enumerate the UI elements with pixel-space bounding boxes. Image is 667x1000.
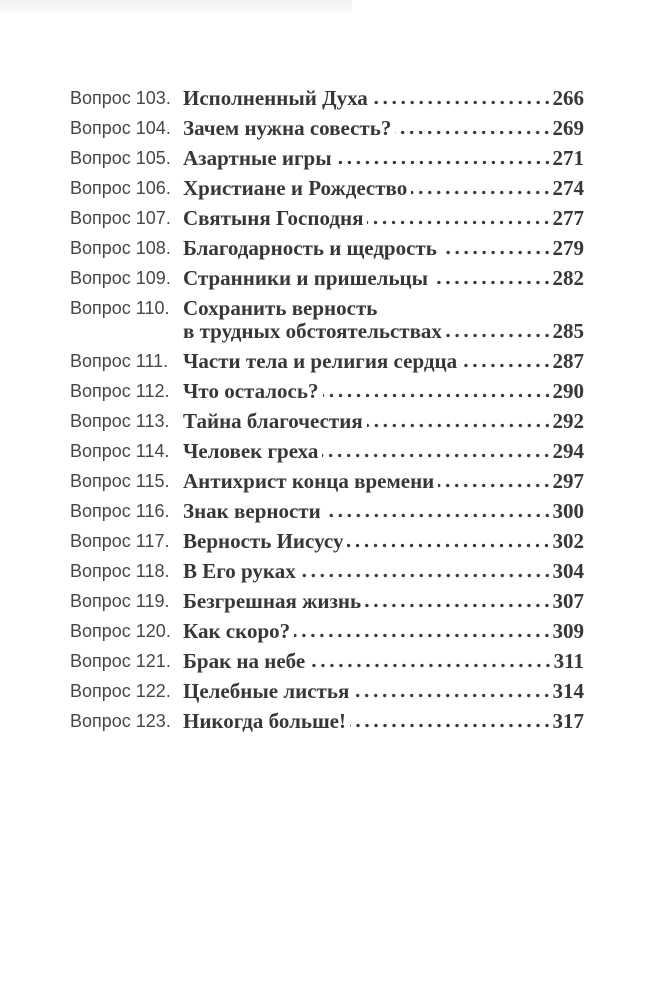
toc-entry-page-number: 302: [552, 529, 584, 553]
toc-entry-title: Как скоро?: [183, 619, 291, 643]
toc-entry-title: Знак верности: [183, 499, 321, 523]
toc-entry-page-number: 317: [552, 709, 584, 733]
toc-entry-page-number: 292: [552, 409, 584, 433]
toc-entry-label: Вопрос 117.: [70, 531, 170, 551]
toc-entry-title: Благодарность и щедрость: [183, 236, 437, 260]
toc-entry-line: [183, 350, 584, 373]
toc-entry-page-number: 304: [552, 559, 584, 583]
dot-leader: [350, 710, 552, 733]
toc-entry: [70, 87, 584, 110]
dot-leader: [367, 207, 551, 230]
toc-entry: [70, 207, 584, 230]
toc-entry-line: [183, 530, 584, 553]
toc-entry-title: Части тела и религия сердца: [183, 349, 458, 373]
toc-entry-line: [183, 237, 584, 260]
toc-entry: [70, 117, 584, 140]
toc-entry-title: Верность Иисусу: [183, 529, 344, 553]
dot-leader: [309, 650, 552, 673]
toc-entry: [70, 500, 584, 523]
toc-entry-label: Вопрос 110.: [70, 298, 170, 318]
toc-entry-line: [183, 470, 584, 493]
toc-entry-title: Зачем нужна совесть?: [183, 116, 392, 140]
toc-entry-label: Вопрос 111.: [70, 351, 169, 371]
toc-entry-label: Вопрос 113.: [70, 411, 170, 431]
toc-entry-page-number: 282: [552, 266, 584, 290]
toc-entry: [70, 237, 584, 260]
toc-entry: [70, 410, 584, 433]
toc-list: [70, 87, 584, 740]
dot-leader: [365, 590, 551, 613]
toc-entry-title: Тайна благочестия: [183, 409, 363, 433]
toc-entry-page-number: 300: [552, 499, 584, 523]
toc-entry-line: [183, 620, 584, 643]
toc-entry: [70, 620, 584, 643]
toc-entry-label: Вопрос 120.: [70, 621, 171, 641]
toc-entry-line: [183, 297, 584, 320]
toc-entry-title: Человек греха: [183, 439, 319, 463]
toc-entry-page-number: 290: [552, 379, 584, 403]
toc-entry: [70, 590, 584, 613]
toc-entry-page-number: 271: [552, 146, 584, 170]
toc-entry-label: Вопрос 114.: [70, 441, 170, 461]
toc-entry: [70, 380, 584, 403]
toc-entry-label: Вопрос 116.: [70, 501, 170, 521]
toc-entry-page-number: 274: [552, 176, 584, 200]
toc-entry-line: [183, 560, 584, 583]
toc-entry-label: Вопрос 118.: [70, 561, 170, 581]
toc-entry-title: Безгрешная жизнь: [183, 589, 362, 613]
toc-entry-label: Вопрос 112.: [70, 381, 170, 401]
toc-entry: [70, 710, 584, 733]
toc-entry-line: [183, 710, 584, 733]
toc-entry-body: [183, 117, 584, 140]
toc-entry: [70, 177, 584, 200]
dot-leader: [323, 380, 552, 403]
toc-entry-body: [183, 440, 584, 463]
dot-leader: [438, 470, 551, 493]
toc-entry-line: [183, 320, 584, 343]
toc-entry-line: [183, 410, 584, 433]
toc-entry-line: [183, 380, 584, 403]
toc-entry-body: [183, 207, 584, 230]
toc-entry-title: Святыня Господня: [183, 206, 364, 230]
toc-entry: [70, 470, 584, 493]
page-edge-scan-artifact: [0, 0, 352, 14]
dot-leader: [300, 560, 552, 583]
toc-entry-page-number: 311: [553, 649, 584, 673]
toc-entry: [70, 560, 584, 583]
toc-entry-page-number: 277: [552, 206, 584, 230]
toc-entry-label: Вопрос 105.: [70, 148, 171, 168]
dot-leader: [347, 530, 551, 553]
toc-entry-title-continued: в трудных обстоятельствах: [183, 319, 442, 343]
toc-entry-page-number: 314: [552, 679, 584, 703]
dot-leader: [322, 440, 551, 463]
toc-entry-title: Исполненный Духа: [183, 86, 368, 110]
toc-entry-page-number: 294: [552, 439, 584, 463]
toc-entry-label: Вопрос 119.: [70, 591, 170, 611]
toc-entry: [70, 147, 584, 170]
toc-entry-title: Что осталось?: [183, 379, 319, 403]
toc-entry-body: [183, 350, 584, 373]
toc-entry-line: [183, 207, 584, 230]
dot-leader: [353, 680, 551, 703]
toc-entry-body: [183, 237, 584, 260]
toc-entry-title: Брак на небе: [183, 649, 306, 673]
dot-leader: [395, 117, 551, 140]
toc-entry-line: [183, 650, 584, 673]
dot-leader: [367, 410, 552, 433]
toc-entry-line: [183, 117, 584, 140]
toc-entry-body: [183, 470, 584, 493]
toc-entry-body: [183, 297, 584, 343]
toc-entry-label: Вопрос 122.: [70, 681, 171, 701]
dot-leader: [325, 500, 552, 523]
toc-entry-label: Вопрос 104.: [70, 118, 171, 138]
toc-entry-body: [183, 680, 584, 703]
toc-entry-body: [183, 620, 584, 643]
toc-entry-line: [183, 440, 584, 463]
toc-entry-title: Сохранить верность: [183, 296, 378, 320]
toc-entry-title: Странники и пришельцы: [183, 266, 429, 290]
toc-entry: [70, 440, 584, 463]
toc-entry-page-number: 266: [552, 86, 584, 110]
dot-leader: [432, 267, 551, 290]
toc-entry-title: Никогда больше!: [183, 709, 346, 733]
toc-entry-line: [183, 267, 584, 290]
toc-entry-label: Вопрос 123.: [70, 711, 171, 731]
toc-entry-label: Вопрос 106.: [70, 178, 171, 198]
toc-entry-line: [183, 177, 584, 200]
toc-entry: [70, 650, 584, 673]
toc-entry-title: Христиане и Рождество: [183, 176, 408, 200]
toc-entry-label: Вопрос 103.: [70, 88, 171, 108]
toc-entry-line: [183, 87, 584, 110]
dot-leader: [446, 320, 552, 343]
toc-entry-page-number: 297: [552, 469, 584, 493]
toc-entry: [70, 267, 584, 290]
toc-entry-body: [183, 380, 584, 403]
toc-entry-page-number: 269: [552, 116, 584, 140]
dot-leader: [336, 147, 552, 170]
toc-entry-line: [183, 500, 584, 523]
toc-entry-body: [183, 710, 584, 733]
toc-entry-line: [183, 590, 584, 613]
toc-entry: [70, 297, 584, 343]
toc-entry-label: Вопрос 109.: [70, 268, 171, 288]
toc-entry-line: [183, 680, 584, 703]
dot-leader: [441, 237, 552, 260]
toc-entry-title: Антихрист конца времени: [183, 469, 435, 493]
toc-entry-body: [183, 590, 584, 613]
toc-entry-page-number: 285: [552, 319, 584, 343]
toc-entry-label: Вопрос 107.: [70, 208, 171, 228]
dot-leader: [294, 620, 551, 643]
toc-entry-body: [183, 410, 584, 433]
toc-entry: [70, 680, 584, 703]
toc-entry-label: Вопрос 108.: [70, 238, 171, 258]
dot-leader: [411, 177, 551, 200]
toc-entry-body: [183, 87, 584, 110]
toc-entry-page-number: 279: [552, 236, 584, 260]
toc-entry-line: [183, 147, 584, 170]
toc-entry-body: [183, 530, 584, 553]
toc-entry-body: [183, 560, 584, 583]
toc-entry-page-number: 287: [552, 349, 584, 373]
toc-entry-page-number: 307: [552, 589, 584, 613]
toc-entry-label: Вопрос 121.: [70, 651, 171, 671]
toc-entry-label: Вопрос 115.: [70, 471, 170, 491]
toc-entry-body: [183, 177, 584, 200]
toc-entry-body: [183, 267, 584, 290]
dot-leader: [461, 350, 551, 373]
toc-entry: [70, 350, 584, 373]
toc-entry-body: [183, 500, 584, 523]
toc-entry: [70, 530, 584, 553]
toc-entry-page-number: 309: [552, 619, 584, 643]
toc-entry-title: Азартные игры: [183, 146, 332, 170]
toc-entry-title: В Его руках: [183, 559, 296, 583]
toc-entry-body: [183, 650, 584, 673]
dot-leader: [372, 87, 552, 110]
toc-entry-title: Целебные листья: [183, 679, 350, 703]
toc-entry-body: [183, 147, 584, 170]
